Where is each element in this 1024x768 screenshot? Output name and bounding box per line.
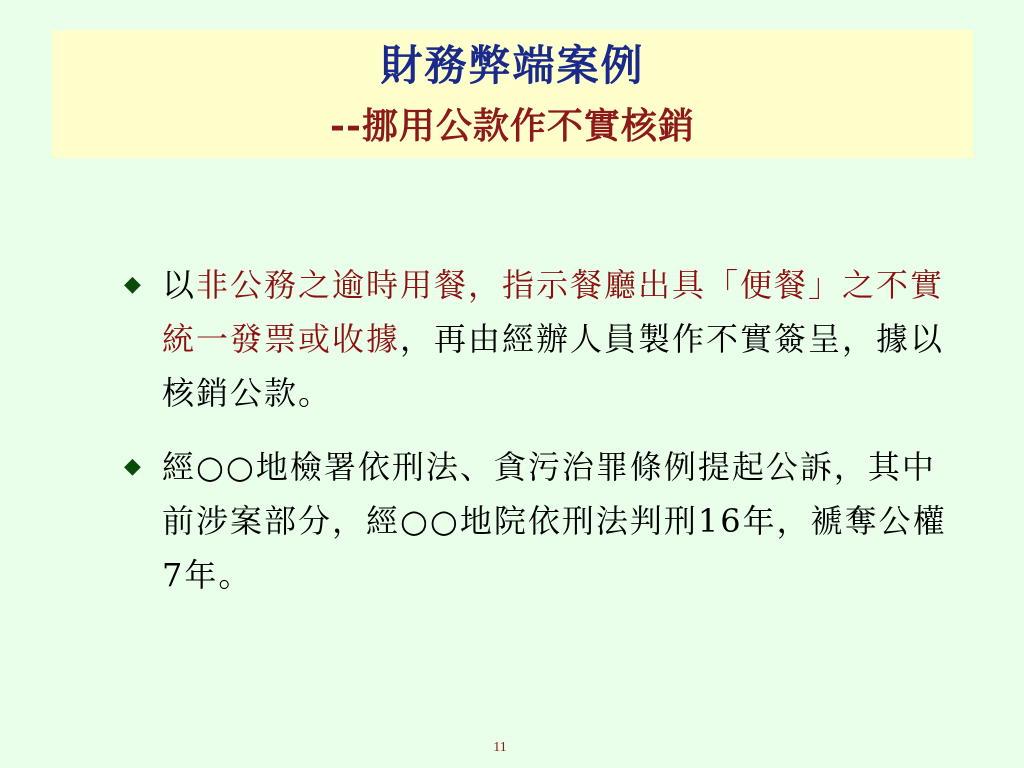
page-number: 11 xyxy=(493,740,507,755)
bullet-text-highlight: 非公務之逾時用餐，指示餐廳出具「便餐」之不實統一發票或收據 xyxy=(162,266,945,358)
bullet-text-segment: 經○○地檢署依刑法、貪污治罪條例提起公訴，其中前涉案部分，經○○地院依刑法判刑16年，褫奪公權7年。 xyxy=(162,448,947,594)
bullet-text-segment: ，再由經辦人員製作不實簽呈，據以核銷公款。 xyxy=(162,320,945,412)
bullet-text-segment: 以 xyxy=(162,266,197,304)
bullet-list xyxy=(122,258,962,622)
bullet-item xyxy=(122,258,962,420)
slide-title: 財務弊端案例 xyxy=(380,41,645,90)
diamond-icon: ◆ xyxy=(124,454,143,479)
bullet-item xyxy=(122,440,962,602)
slide-subtitle: --挪用公款作不實核銷 xyxy=(330,105,695,147)
title-box xyxy=(52,30,973,158)
diamond-icon: ◆ xyxy=(124,272,143,297)
